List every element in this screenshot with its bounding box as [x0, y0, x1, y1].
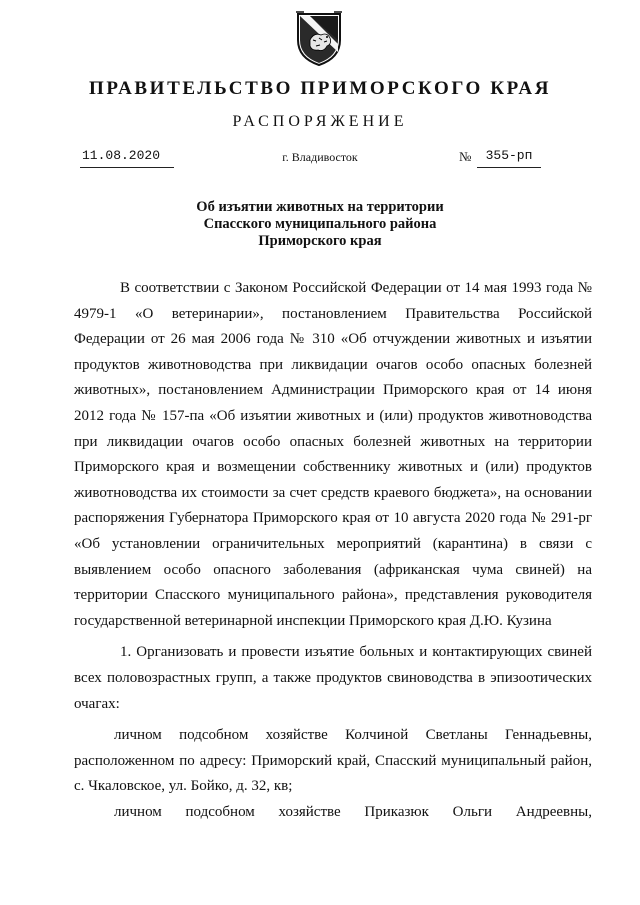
preamble-paragraph: В соответствии с Законом Российской Федерации от 14 мая 1993 года № 4979-1 «О ветеринарии», постановлением Правительства Российской Федерации от 26 мая 2006 года № 310 «Об отчуждении животных и изъятии продуктов животноводства при ликвидации очагов особо опасных болезней животных», постановлением Администрации Приморского края от 14 июня 2012 года № 157-па «Об изъятии животных и (или) продуктов животноводства при ликвидации очагов особо опасных болезней животных на территории Приморского края и возмещении собственнику животных и (или) продуктов животноводства их стоимости за счет средств краевого бюджета», на основании распоряжения Губернатора Приморского края от 10 августа 2020 года № 291-рг «Об установлении ограничительных мероприятий (карантина) в связи с выявлением особо опасного заболевания (африканская чума свиней) на территории Спасского муниципального района», представления руководителя государственной ветеринарной инспекции Приморского края Д.Ю. Кузина	[74, 280, 592, 629]
subject-line: Об изъятии животных на территории	[196, 199, 444, 215]
document-body	[74, 276, 592, 825]
household-1-paragraph: личном подсобном хозяйстве Колчиной Светланы Геннадьевны, расположенном по адресу: Приморский край, Спасский муниципальный район, с. Чкаловское, ул. Бойко, д. 32, кв;	[74, 727, 592, 795]
document-city: г. Владивосток	[282, 150, 358, 164]
item-1-paragraph: 1. Организовать и провести изъятие больных и контактирующих свиней всех половозрастных групп, а также продуктов свиноводства в эпизоотических очагах:	[74, 644, 592, 712]
document-meta	[0, 147, 640, 169]
government-title: ПРАВИТЕЛЬСТВО ПРИМОРСКОГО КРАЯ	[88, 78, 552, 99]
primorsky-krai-coat-of-arms-icon	[294, 10, 344, 68]
subject-line: Спасского муниципального района	[203, 216, 437, 232]
household-2-paragraph: личном подсобном хозяйстве Приказюк Ольги Андреевны,	[114, 803, 592, 820]
document-type: РАСПОРЯЖЕНИЕ	[232, 113, 408, 130]
document-date: 11.08.2020	[80, 147, 174, 168]
number-sign: №	[459, 149, 472, 164]
document-subject	[0, 199, 640, 250]
document-number: 355-рп	[477, 147, 541, 168]
subject-line: Приморского края	[258, 233, 382, 249]
